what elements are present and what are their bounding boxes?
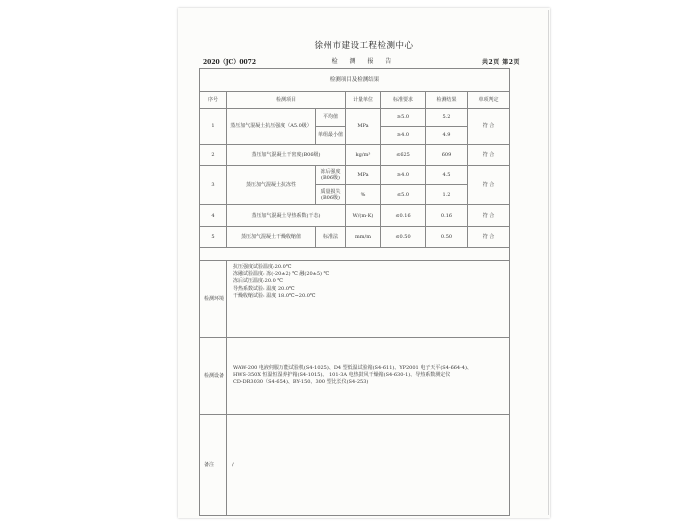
col-header: 检测结果	[426, 92, 468, 109]
remarks-row	[200, 415, 510, 516]
environment-row	[200, 260, 510, 337]
results-table	[199, 68, 510, 516]
environment-conditions: 抗压强度试验温度:20.0℃ 冻融试验温度: 冻(-20±2) ℃ 融(20±5) ℃ 冻后试压温度:20.0 ℃ 导热系数试验: 温度 20.0℃ 干燥收缩试验: 温度 18.0℃~20.0℃	[227, 260, 510, 337]
equipment-label: 检测设备	[200, 337, 227, 415]
table-row: 质量损失(B06级) % ≤5.0 1.2	[200, 185, 510, 205]
table-title: 检测项目及检测结果	[200, 69, 510, 92]
organization-name: 徐州市建设工程检测中心	[314, 41, 414, 51]
col-header: 计量单位	[346, 92, 381, 109]
report-page	[178, 8, 550, 518]
col-header: 单项判定	[468, 92, 510, 109]
equipment-row	[200, 337, 510, 415]
table-row: 1 蒸压加气混凝土抗压强度（A5.0级） 平均值 MPa ≥5.0 5.2 符 合	[200, 108, 510, 126]
report-title: 检 测 报 告	[331, 58, 397, 65]
page-info: 共2页 第2页	[482, 59, 520, 66]
col-header: 序号	[200, 92, 227, 109]
equipment-list: WAW-200 电液伺服万能试验机(S4-1025)、D4 型低温试验箱(S4-611)、YP2001 电子天平(S4-664-4)、 HWS-350X 恒温恒湿养护箱(S4-1015)、 101-3A 电热鼓风干燥箱(S4-630-1)、导热系数测定仪 CD-DR3030（S4-654)、BY-150、300 型比长仪(S4-253)	[227, 337, 510, 415]
environment-label: 检测环境	[200, 260, 227, 337]
report-number: 2020（JC）0072	[203, 59, 257, 66]
page-fold	[548, 10, 549, 515]
col-header: 检测项目	[227, 92, 346, 109]
table-row: 5 蒸压加气混凝土干燥收缩值 标准法 mm/m ≤0.50 0.50 符 合	[200, 227, 510, 248]
table-header-row	[200, 92, 510, 109]
table-row: 3 蒸压加气混凝土抗冻性 冻后强度(B06级) MPa ≥4.0 4.5 符 合	[200, 165, 510, 185]
table-row: 4 蒸压加气混凝土导热系数(干态) W/(m·K) ≤0.16 0.16 符 合	[200, 205, 510, 227]
table-row: 单组最小值 ≥4.0 4.9	[200, 126, 510, 144]
remarks-label: 备注	[200, 415, 227, 516]
col-header: 标准要求	[381, 92, 426, 109]
table-row: 2 蒸压加气混凝土干密度(B06级) kg/m³ ≤625 609 符 合	[200, 144, 510, 165]
remarks-text: /	[227, 415, 510, 516]
